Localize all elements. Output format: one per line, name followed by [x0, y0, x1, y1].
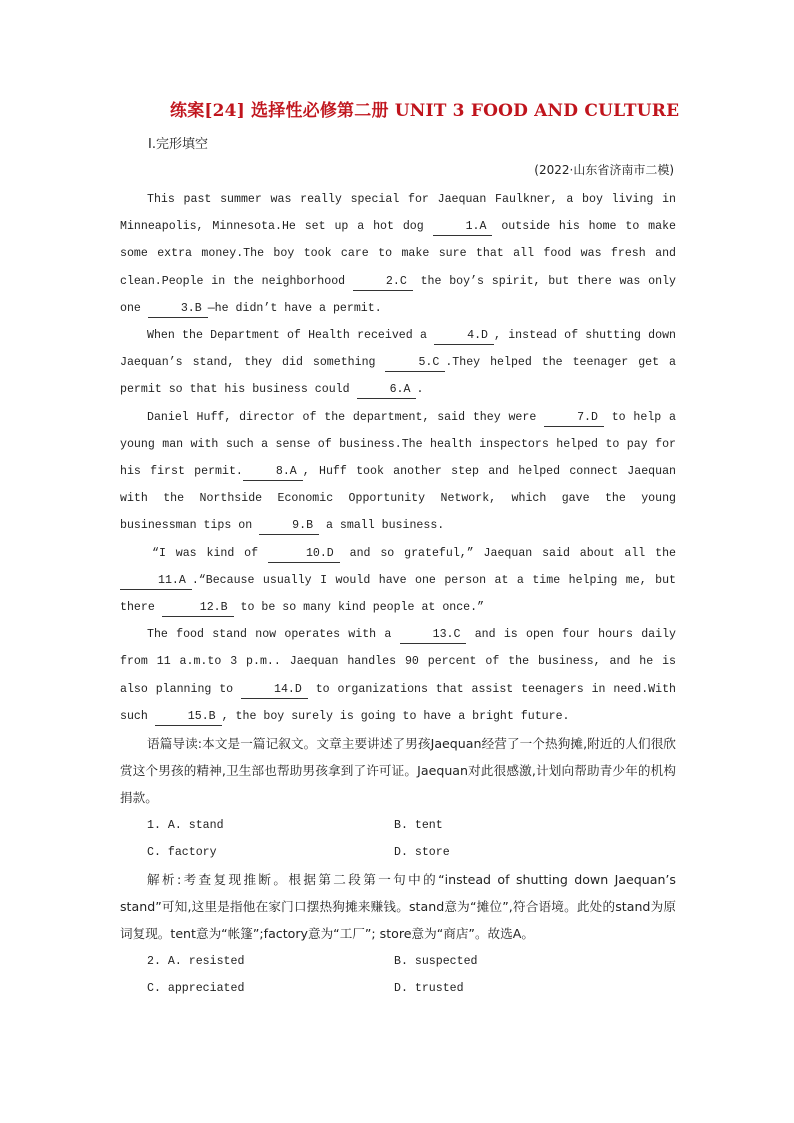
passage-text: “I was kind of: [152, 546, 268, 560]
passage-text: a small business.: [319, 519, 445, 533]
paragraph-4: [120, 540, 676, 622]
passage-text: and so grateful,” Jaequan said about all the: [339, 546, 676, 560]
passage-text: The food stand now operates with a: [147, 628, 400, 642]
answer-blank: 2.C: [353, 274, 413, 291]
answer-blank: 3.B: [148, 301, 208, 318]
passage-text: , instead of shutting down Jaequan’s stand, they did something: [120, 329, 676, 370]
paragraph-3: [120, 404, 676, 540]
answer-blank: 13.C: [400, 627, 467, 644]
option-b: B. suspected: [394, 954, 478, 968]
passage-text: Daniel Huff, director of the department, said they were: [147, 410, 545, 424]
source-note: (2022·山东省济南市二模): [534, 163, 674, 177]
option-a: 1. A. stand: [147, 818, 224, 832]
passage-text: to organizations that assist teenagers in need.With such: [120, 682, 676, 723]
analysis-text: 解析:考查复现推断。根据第二段第一句中的“instead of shutting down Jaequan’s stand”可知,这里是指他在家门口摆热狗摊来赚钱。stand意为“摊位”,符合语境。此处的stand为原词复现。tent意为“帐篷”;factory意为“工厂”; store意为“商店”。故选A。: [120, 872, 676, 942]
answer-blank: 4.D: [434, 328, 494, 345]
passage-text: , the boy surely is going to have a bright future.: [221, 709, 570, 723]
answer-blank: 9.B: [259, 518, 319, 535]
question-1-options-row-2: [120, 839, 676, 866]
passage-text: .: [416, 383, 424, 397]
answer-blank: 12.B: [162, 600, 234, 617]
page-title: 练案[24] 选择性必修第二册 UNIT 3 FOOD AND CULTURE: [170, 101, 680, 121]
answer-blank: 7.D: [544, 410, 604, 427]
answer-blank: 6.A: [357, 382, 417, 399]
passage-text: —he didn’t have a permit.: [207, 301, 382, 315]
passage-text: and is open four hours daily from 11 a.m.to 3 p.m.. Jaequan handles 90 percent of the business, and he is also planning to: [120, 628, 677, 696]
answer-blank: 15.B: [155, 709, 222, 726]
option-c: C. factory: [147, 845, 217, 859]
answer-blank: 14.D: [241, 682, 308, 699]
paragraph-5: [120, 621, 676, 730]
answer-blank: 5.C: [385, 355, 445, 372]
answer-blank: 8.A: [243, 464, 303, 481]
passage-text: When the Department of Health received a: [147, 329, 435, 343]
paragraph-1: [120, 186, 676, 322]
section-label: Ⅰ.完形填空: [148, 137, 208, 152]
reading-guide: 语篇导读:本文是一篇记叙文。文章主要讲述了男孩Jaequan经营了一个热狗摊,附近的人们很欣赏这个男孩的精神,卫生部也帮助男孩拿到了许可证。Jaequan对此很感激,计划向帮助青少年的机构捐款。: [120, 736, 676, 806]
paragraph-2: [120, 322, 676, 404]
passage-text: , Huff took another step and helped connect Jaequan with the Northside Economic Opportunity Network, which gave the young businessman tips on: [120, 465, 677, 533]
passage-text: to be so many kind people at once.”: [233, 601, 485, 615]
answer-blank: 11.A: [120, 573, 192, 590]
answer-blank: 1.A: [433, 219, 493, 236]
passage-text: outside his home to make some extra money.The boy took care to make sure that all food was fresh and clean.People in the neighborhood: [120, 220, 676, 288]
option-c: C. appreciated: [147, 981, 245, 995]
option-d: D. trusted: [394, 981, 464, 995]
question-1-options-row-1: [120, 812, 676, 839]
answer-blank: 10.D: [268, 546, 340, 563]
question-2-options-row-1: [120, 948, 676, 975]
passage-text: .They helped the teenager get a permit so that his business could: [120, 356, 676, 397]
option-d: D. store: [394, 845, 450, 859]
passage-text: to help a young man with such a sense of business.The health inspectors helped to pay for his first permit.: [120, 410, 676, 479]
passage-text: the boy’s spirit, but there was only one: [120, 274, 676, 315]
option-b: B. tent: [394, 818, 443, 832]
passage-text: .“Because usually I would have one person at a time helping me, but there: [120, 573, 676, 615]
cloze-passage: [120, 186, 676, 1002]
question-2-options-row-2: [120, 975, 676, 1002]
option-a: 2. A. resisted: [147, 954, 245, 968]
passage-text: This past summer was really special for Jaequan Faulkner, a boy living in Minneapolis, Minnesota.He set up a hot dog: [120, 193, 676, 234]
